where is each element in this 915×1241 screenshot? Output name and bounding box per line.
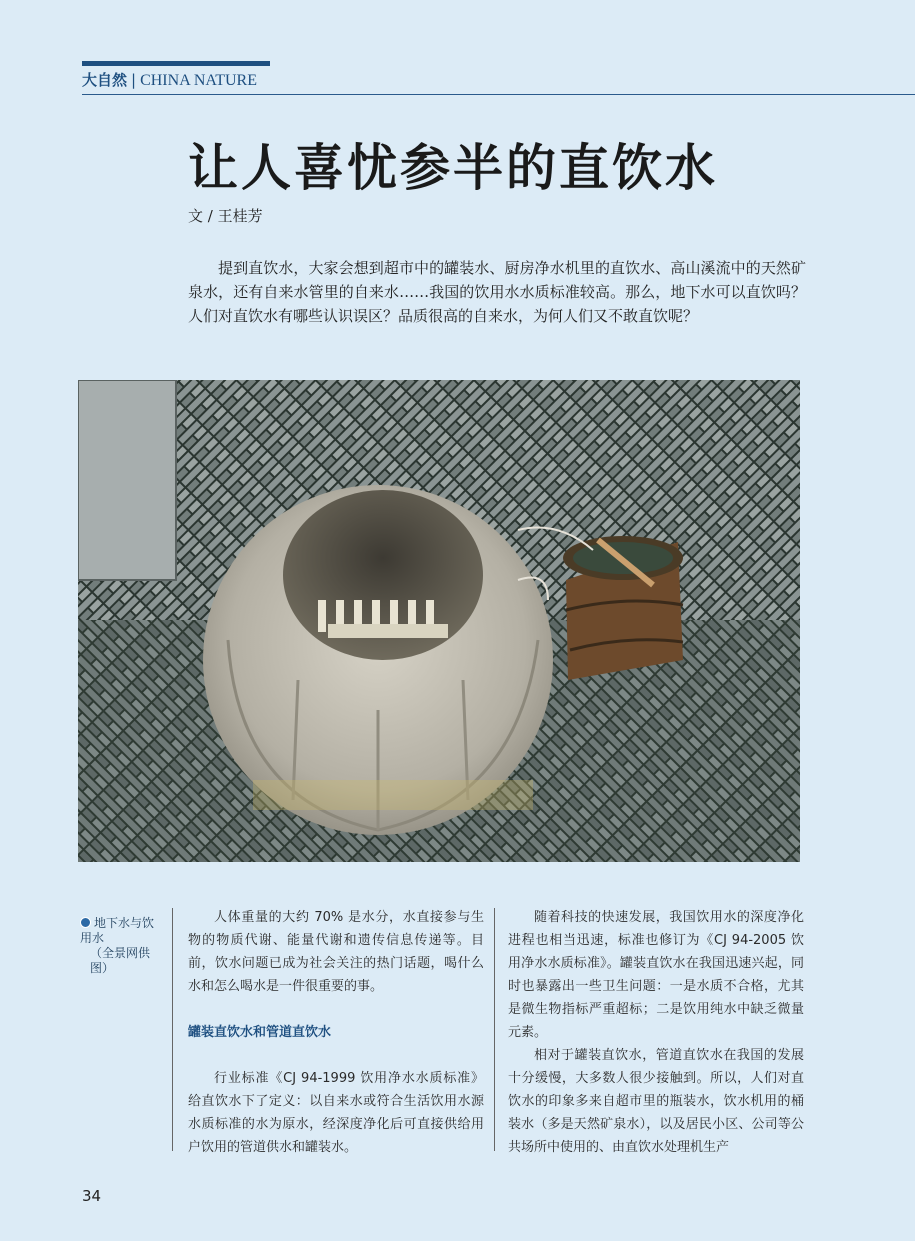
section-label-zh: 大自然 <box>82 71 128 89</box>
well-photo <box>78 380 800 862</box>
section-label <box>82 70 257 91</box>
article-column-1 <box>188 906 484 1159</box>
article-title: 让人喜忧参半的直饮水 <box>188 139 718 197</box>
column-1-paragraph-1: 人体重量的大约 70% 是水分，水直接参与生物的物质代谢、能量代谢和遗传信息传递等。目前，饮水问题已成为社会关注的热门话题，喝什么水和怎么喝水是一件很重要的事。 <box>188 910 484 994</box>
column-divider-left <box>172 908 173 1151</box>
column-divider-middle <box>494 908 495 1151</box>
photo-caption <box>80 916 162 976</box>
header-rule <box>82 94 915 95</box>
page-number: 34 <box>82 1187 102 1205</box>
article-column-2 <box>508 906 804 1159</box>
article-intro: 提到直饮水，大家会想到超市中的罐装水、厨房净水机里的直饮水、高山溪流中的天然矿泉水，还有自来水管里的自来水……我国的饮用水水质标准较高。那么，地下水可以直饮吗？人们对直饮水有哪些认识误区？品质很高的自来水，为何人们又不敢直饮呢？ <box>188 259 806 325</box>
column-2-paragraph-1: 随着科技的快速发展，我国饮用水的深度净化进程也相当迅速，标准也修订为《CJ 94-2005 饮用净水水质标准》。罐装直饮水在我国迅速兴起，同时也暴露出一些卫生问题：一是水质不合格，尤其是微生物指标严重超标；二是饮用纯水中缺乏微量元素。 <box>508 910 804 1040</box>
caption-text: 地下水与饮用水 <box>80 916 155 945</box>
photo-credit: （全景网供图） <box>90 946 151 975</box>
column-2-paragraph-2: 相对于罐装直饮水，管道直饮水在我国的发展十分缓慢，大多数人很少接触到。所以，人们对直饮水的印象多来自超市里的瓶装水，饮水机用的桶装水（多是天然矿泉水），以及居民小区、公司等公共场所中使用的、由直饮水处理机生产 <box>508 1048 804 1155</box>
caption-bullet-icon <box>80 917 91 928</box>
article-byline: 文 / 王桂芳 <box>188 207 263 225</box>
subheading-bottled-and-pipe-water: 罐装直饮水和管道直饮水 <box>188 1025 332 1040</box>
section-separator: | <box>131 71 137 89</box>
section-label-en: CHINA NATURE <box>140 72 257 89</box>
column-1-paragraph-2: 行业标准《CJ 94-1999 饮用净水水质标准》给直饮水下了定义：以自来水或符合生活饮用水源水质标准的水为原水，经深度净化后可直接供给用户饮用的管道供水和罐装水。 <box>188 1071 484 1155</box>
header-accent-bar <box>82 61 270 66</box>
